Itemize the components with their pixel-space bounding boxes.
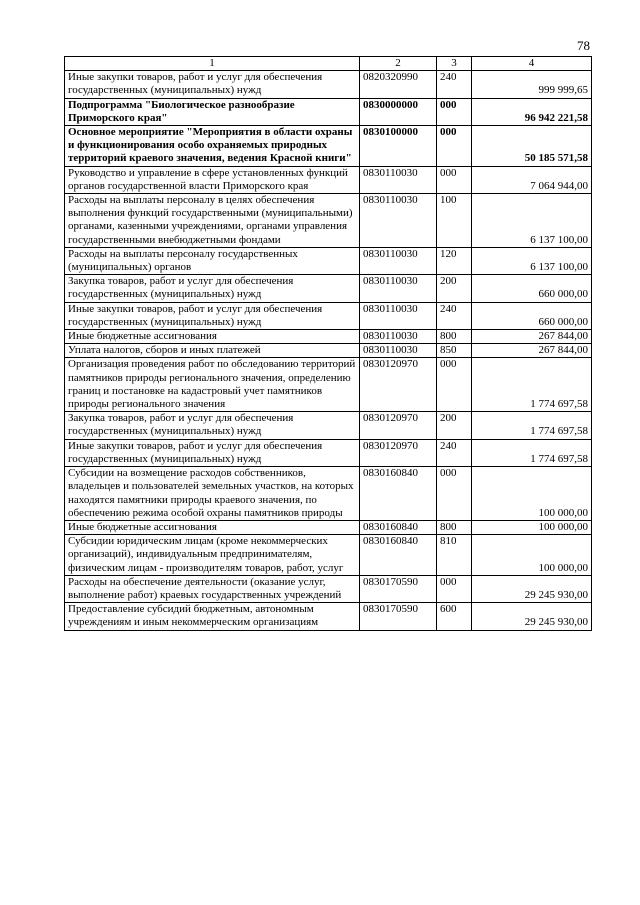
row-vr-code: 850 (437, 344, 472, 358)
table-row (65, 575, 592, 602)
row-name: Иные бюджетные ассигнования (65, 520, 360, 534)
row-vr-code: 000 (437, 166, 472, 193)
row-sum: 660 000,00 (472, 275, 592, 302)
row-vr-code: 240 (437, 302, 472, 329)
row-name: Иные бюджетные ассигнования (65, 330, 360, 344)
row-vr-code: 000 (437, 575, 472, 602)
row-vr-code: 000 (437, 126, 472, 167)
row-csr-code: 0830000000 (360, 98, 437, 125)
row-vr-code: 100 (437, 194, 472, 248)
row-name: Закупка товаров, работ и услуг для обеспечения государственных (муниципальных) нужд (65, 275, 360, 302)
row-sum: 1 774 697,58 (472, 358, 592, 412)
table-row (65, 247, 592, 274)
header-col-2: 2 (360, 57, 437, 71)
row-csr-code: 0830110030 (360, 194, 437, 248)
table-row (65, 302, 592, 329)
row-csr-code: 0830110030 (360, 247, 437, 274)
table-row (65, 71, 592, 98)
row-vr-code: 000 (437, 358, 472, 412)
table-row (65, 344, 592, 358)
table-row (65, 98, 592, 125)
row-vr-code: 810 (437, 535, 472, 576)
table-row (65, 535, 592, 576)
row-vr-code: 200 (437, 275, 472, 302)
row-sum: 660 000,00 (472, 302, 592, 329)
row-csr-code: 0830160840 (360, 467, 437, 521)
table-row (65, 603, 592, 630)
row-sum: 100 000,00 (472, 520, 592, 534)
budget-table (64, 56, 592, 631)
row-name: Иные закупки товаров, работ и услуг для обеспечения государственных (муниципальных) нужд (65, 302, 360, 329)
row-vr-code: 240 (437, 71, 472, 98)
row-name: Расходы на выплаты персоналу государственных (муниципальных) органов (65, 247, 360, 274)
row-sum: 6 137 100,00 (472, 247, 592, 274)
row-name: Субсидии на возмещение расходов собственников, владельцев и пользователей земельных участков, на которых находятся памятники природы краевого значения, по обеспечению режима особой охраны памятников природы (65, 467, 360, 521)
row-csr-code: 0830120970 (360, 358, 437, 412)
row-csr-code: 0830120970 (360, 439, 437, 466)
header-col-3: 3 (437, 57, 472, 71)
row-sum: 29 245 930,00 (472, 575, 592, 602)
row-name: Предоставление субсидий бюджетным, автономным учреждениям и иным некоммерческим организациям (65, 603, 360, 630)
row-csr-code: 0830110030 (360, 166, 437, 193)
row-csr-code: 0830160840 (360, 520, 437, 534)
row-csr-code: 0820320990 (360, 71, 437, 98)
table-row (65, 194, 592, 248)
row-name: Закупка товаров, работ и услуг для обеспечения государственных (муниципальных) нужд (65, 412, 360, 439)
row-csr-code: 0830120970 (360, 412, 437, 439)
row-sum: 6 137 100,00 (472, 194, 592, 248)
row-csr-code: 0830100000 (360, 126, 437, 167)
table-row (65, 330, 592, 344)
row-name: Иные закупки товаров, работ и услуг для обеспечения государственных (муниципальных) нужд (65, 439, 360, 466)
row-sum: 999 999,65 (472, 71, 592, 98)
row-csr-code: 0830170590 (360, 575, 437, 602)
row-sum: 100 000,00 (472, 535, 592, 576)
table-row (65, 412, 592, 439)
row-vr-code: 240 (437, 439, 472, 466)
row-name: Организация проведения работ по обследованию территорий памятников природы регионального значения, определению границ и постановке на кадастровый учет памятников природы регионального значения (65, 358, 360, 412)
row-name: Уплата налогов, сборов и иных платежей (65, 344, 360, 358)
row-vr-code: 120 (437, 247, 472, 274)
row-sum: 29 245 930,00 (472, 603, 592, 630)
row-name: Субсидии юридическим лицам (кроме некоммерческих организаций), индивидуальным предпринимателям, физическим лицам - производителям товаров, работ, услуг (65, 535, 360, 576)
row-vr-code: 600 (437, 603, 472, 630)
table-row (65, 439, 592, 466)
row-sum: 1 774 697,58 (472, 412, 592, 439)
table-row (65, 275, 592, 302)
row-csr-code: 0830110030 (360, 330, 437, 344)
row-sum: 50 185 571,58 (472, 126, 592, 167)
row-name: Подпрограмма "Биологическое разнообразие Приморского края" (65, 98, 360, 125)
row-csr-code: 0830170590 (360, 603, 437, 630)
table-row (65, 520, 592, 534)
row-vr-code: 800 (437, 520, 472, 534)
row-sum: 267 844,00 (472, 330, 592, 344)
table-header-row (65, 57, 592, 71)
row-vr-code: 000 (437, 98, 472, 125)
row-name: Расходы на обеспечение деятельности (оказание услуг, выполнение работ) краевых государственных учреждений (65, 575, 360, 602)
row-vr-code: 000 (437, 467, 472, 521)
row-csr-code: 0830160840 (360, 535, 437, 576)
table-row (65, 358, 592, 412)
header-col-4: 4 (472, 57, 592, 71)
row-name: Расходы на выплаты персоналу в целях обеспечения выполнения функций государственными (муниципальными) органами, казенными учреждениями, органами управления государственными внебюджетными фондами (65, 194, 360, 248)
row-sum: 100 000,00 (472, 467, 592, 521)
row-name: Основное мероприятие "Мероприятия в области охраны и функционирования особо охраняемых природных территорий краевого значения, ведения Красной книги" (65, 126, 360, 167)
row-vr-code: 800 (437, 330, 472, 344)
row-csr-code: 0830110030 (360, 344, 437, 358)
row-csr-code: 0830110030 (360, 275, 437, 302)
row-name: Руководство и управление в сфере установленных функций органов государственной власти Приморского края (65, 166, 360, 193)
table-row (65, 126, 592, 167)
row-name: Иные закупки товаров, работ и услуг для обеспечения государственных (муниципальных) нужд (65, 71, 360, 98)
row-sum: 1 774 697,58 (472, 439, 592, 466)
row-vr-code: 200 (437, 412, 472, 439)
row-csr-code: 0830110030 (360, 302, 437, 329)
table-row (65, 166, 592, 193)
row-sum: 96 942 221,58 (472, 98, 592, 125)
row-sum: 7 064 944,00 (472, 166, 592, 193)
row-sum: 267 844,00 (472, 344, 592, 358)
header-col-1: 1 (65, 57, 360, 71)
table-row (65, 467, 592, 521)
page-number: 78 (577, 38, 590, 53)
